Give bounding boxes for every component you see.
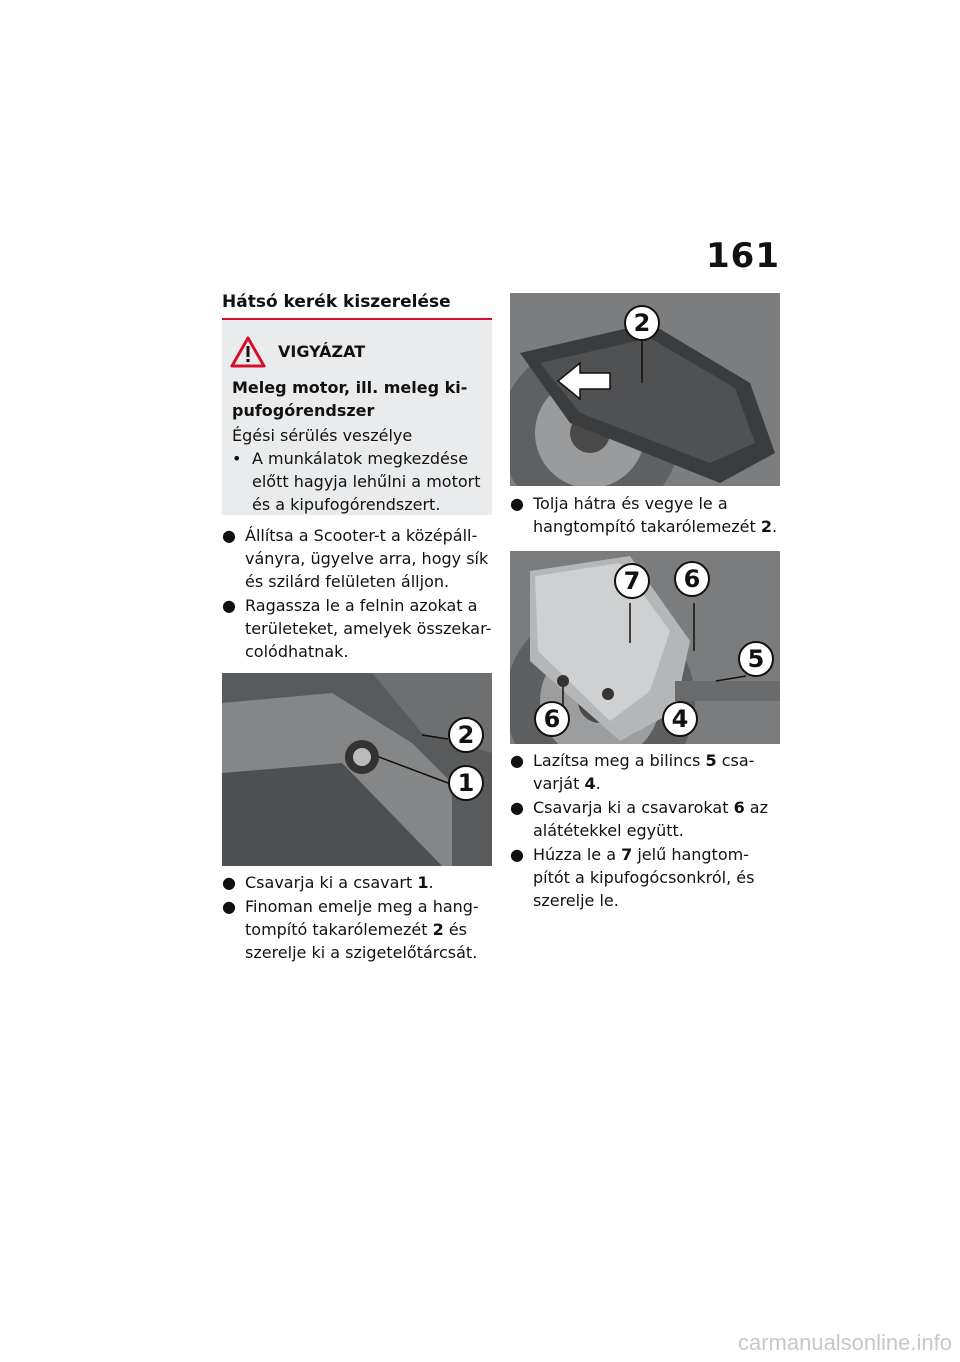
callout-5: 5 bbox=[738, 641, 774, 677]
callout-6: 6 bbox=[674, 561, 710, 597]
warning-bullet: • A munkálatok megkezdése előtt hagyja lehűlni a motort és a kipufogórendszert. bbox=[232, 447, 488, 516]
warning-heading: Meleg motor, ill. meleg ki-pufogórendszer bbox=[232, 378, 468, 420]
step-item: ● Tolja hátra és vegye le a hangtompító takarólemezét 2. bbox=[510, 494, 778, 536]
callout-4: 4 bbox=[662, 701, 698, 737]
warning-text: Égési sérülés veszélye bbox=[232, 426, 413, 445]
step-item: ● Húzza le a 7 jelű hangtom-pítót a kipufogócsonkról, és szerelje le. bbox=[510, 845, 755, 910]
callout-7: 7 bbox=[614, 563, 650, 599]
warning-triangle-icon bbox=[230, 336, 266, 368]
warning-bullet-text: A munkálatok megkezdése előtt hagyja lehűlni a motort és a kipufogórendszert. bbox=[252, 449, 481, 514]
section-title: Hátsó kerék kiszerelése bbox=[222, 292, 451, 312]
step-item: ● Finoman emelje meg a hang-tompító takarólemezét 2 és szerelje ki a szigetelőtárcsát. bbox=[222, 897, 479, 962]
left-steps bbox=[222, 524, 492, 664]
figure-screw-removal bbox=[222, 673, 492, 866]
step-item: ● Lazítsa meg a bilincs 5 csa-varját 4. bbox=[510, 751, 755, 793]
step-item: ● Csavarja ki a csavart 1. bbox=[222, 873, 434, 892]
warning-box bbox=[222, 320, 492, 515]
warning-label: VIGYÁZAT bbox=[278, 342, 366, 361]
callout-2: 2 bbox=[624, 305, 660, 341]
callout-2: 2 bbox=[448, 717, 484, 753]
figure-muffler-removal bbox=[510, 551, 780, 744]
callout-6: 6 bbox=[534, 701, 570, 737]
watermark-logo: carmanualsonline.info bbox=[737, 1330, 952, 1355]
page-number: 161 bbox=[706, 236, 780, 276]
step-item: ● Ragassza le a felnin azokat a területeket, amelyek összekar-colódhatnak. bbox=[222, 596, 492, 661]
callout-1: 1 bbox=[448, 765, 484, 801]
steps-figure-1 bbox=[222, 871, 492, 965]
steps-figure-2 bbox=[510, 492, 780, 539]
step-item: ● Állítsa a Scooter-t a középáll-ványra, ügyelve arra, hogy sík és szilárd felületen álljon. bbox=[222, 526, 489, 591]
step-item: ● Csavarja ki a csavarokat 6 az alátétekkel együtt. bbox=[510, 798, 768, 840]
steps-figure-3 bbox=[510, 749, 780, 913]
figure-1-illustration bbox=[222, 673, 492, 866]
figure-cover-removal bbox=[510, 293, 780, 486]
